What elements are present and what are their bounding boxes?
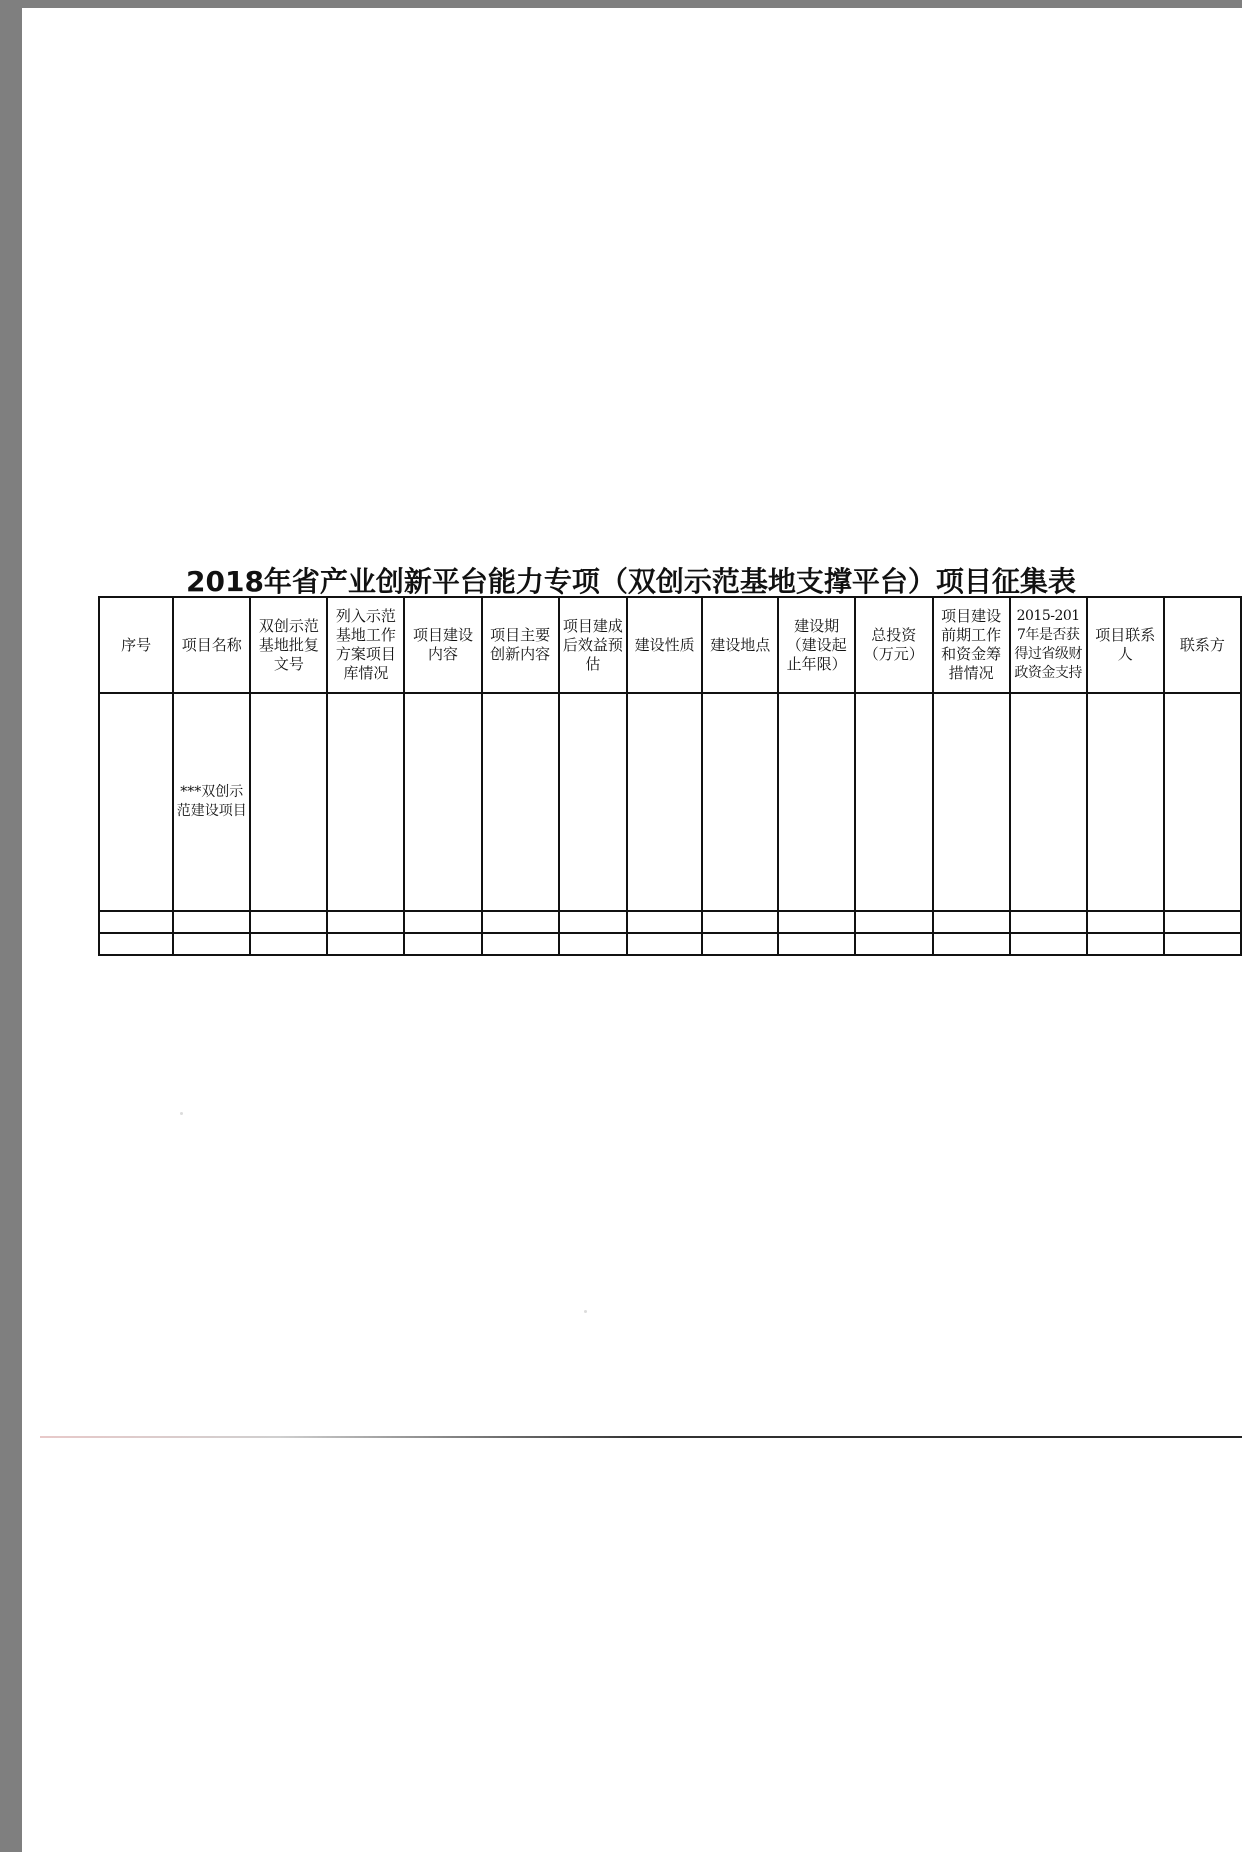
table-cell: [99, 693, 173, 911]
header-construction-nature: 建设性质: [627, 597, 702, 693]
table-cell: [778, 933, 855, 955]
table-cell: [1087, 933, 1164, 955]
table-row: [99, 693, 1241, 911]
table-cell: [1164, 693, 1241, 911]
table-cell: [778, 911, 855, 933]
table-cell: [1164, 933, 1241, 955]
project-name-cell: ***双创示范建设项目: [173, 693, 250, 911]
table-cell: [404, 933, 481, 955]
table-cell: [855, 911, 933, 933]
table-cell: [855, 693, 933, 911]
table-cell: [933, 933, 1010, 955]
table-row: [99, 911, 1241, 933]
header-preparation-funding: 项目建设前期工作和资金筹措情况: [933, 597, 1010, 693]
header-construction-period: 建设期（建设起止年限）: [778, 597, 855, 693]
table-cell: [250, 693, 327, 911]
scan-speck: [180, 1112, 183, 1115]
table-cell: [778, 693, 855, 911]
table-cell: [250, 933, 327, 955]
table-cell: [1087, 911, 1164, 933]
table-cell: [855, 933, 933, 955]
table-cell: [1164, 911, 1241, 933]
table-cell: [627, 911, 702, 933]
header-construction-content: 项目建设内容: [404, 597, 481, 693]
table-cell: [702, 933, 778, 955]
table-cell: [1010, 933, 1087, 955]
scan-speck: [584, 1310, 587, 1313]
header-construction-site: 建设地点: [702, 597, 778, 693]
header-seq: 序号: [99, 597, 173, 693]
table-cell: [327, 693, 404, 911]
table-cell: [250, 911, 327, 933]
table-header-row: [99, 597, 1241, 693]
table-cell: [327, 933, 404, 955]
header-contact-method: 联系方: [1164, 597, 1241, 693]
table-cell: [627, 693, 702, 911]
scan-fold-line: [40, 1436, 1242, 1438]
header-approval-doc-no: 双创示范基地批复文号: [250, 597, 327, 693]
table-cell: [1010, 693, 1087, 911]
table-cell: [559, 911, 627, 933]
table-cell: [482, 911, 559, 933]
table-cell: [173, 933, 250, 955]
header-provincial-funding: 2015-2017年是否获得过省级财政资金支持: [1010, 597, 1087, 693]
header-project-name: 项目名称: [173, 597, 250, 693]
table-cell: [702, 693, 778, 911]
table-cell: [173, 911, 250, 933]
table-cell: [327, 911, 404, 933]
table-row: [99, 933, 1241, 955]
table-cell: [482, 933, 559, 955]
document-title: 2018年省产业创新平台能力专项（双创示范基地支撑平台）项目征集表: [186, 565, 1076, 598]
table-cell: [99, 911, 173, 933]
table-cell: [1010, 911, 1087, 933]
header-contact-person: 项目联系人: [1087, 597, 1164, 693]
header-innovation-content: 项目主要创新内容: [482, 597, 559, 693]
table-cell: [559, 933, 627, 955]
table-cell: [99, 933, 173, 955]
table-cell: [404, 911, 481, 933]
header-project-library-status: 列入示范基地工作方案项目库情况: [327, 597, 404, 693]
table-cell: [482, 693, 559, 911]
table-cell: [627, 933, 702, 955]
project-collection-table: [98, 596, 1242, 956]
header-total-investment: 总投资（万元）: [855, 597, 933, 693]
table-cell: [933, 693, 1010, 911]
table-cell: [702, 911, 778, 933]
table-cell: [404, 693, 481, 911]
table-cell: [933, 911, 1010, 933]
table-cell: [1087, 693, 1164, 911]
table-cell: [559, 693, 627, 911]
header-benefit-estimate: 项目建成后效益预估: [559, 597, 627, 693]
